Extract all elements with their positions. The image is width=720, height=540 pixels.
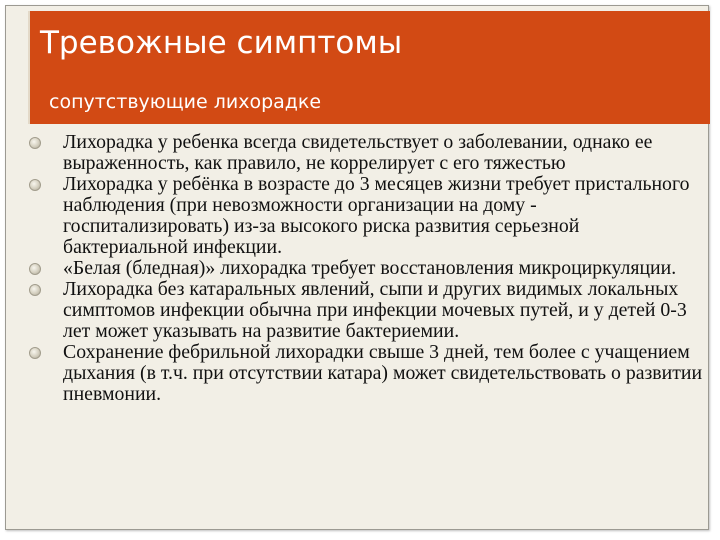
bullet-text: Лихорадка у ребёнка в возрасте до 3 месяцев жизни требует пристального наблюдения (при невозможности организации на дому - госпитализировать) из-за высокого риска развития серьезной бактериальной инфекции. [63, 173, 690, 258]
bullet-list [27, 132, 703, 405]
slide-title: Тревожные симптомы [40, 25, 403, 61]
bullet-text: Лихорадка у ребенка всегда свидетельствует о заболевании, однако ее выраженность, как правило, не коррелирует с его тяжестью [63, 131, 653, 174]
bullet-text: Лихорадка без катаральных явлений, сыпи и других видимых локальных симптомов инфекции обычна при инфекции мочевых путей, и у детей 0-3 лет может указывать на развитие бактериемии. [63, 278, 687, 342]
bullet-item [27, 174, 703, 258]
bullet-icon [29, 179, 41, 191]
slide [5, 5, 709, 530]
bullet-item [27, 132, 703, 174]
bullet-icon [29, 263, 41, 275]
bullet-icon [29, 284, 41, 296]
bullet-icon [29, 137, 41, 149]
bullet-item [27, 279, 703, 342]
bullet-text: Сохранение фебрильной лихорадки свыше 3 дней, тем более с учащением дыхания (в т.ч. при отсутствии катара) может свидетельствовать о развитии пневмонии. [63, 341, 703, 405]
bullet-item [27, 342, 703, 405]
bullet-icon [29, 347, 41, 359]
bullet-item [27, 258, 703, 279]
slide-subtitle: сопутствующие лихорадке [49, 91, 322, 113]
title-band [30, 11, 710, 124]
bullet-text: «Белая (бледная)» лихорадка требует восстановления микроциркуляции. [63, 257, 677, 279]
